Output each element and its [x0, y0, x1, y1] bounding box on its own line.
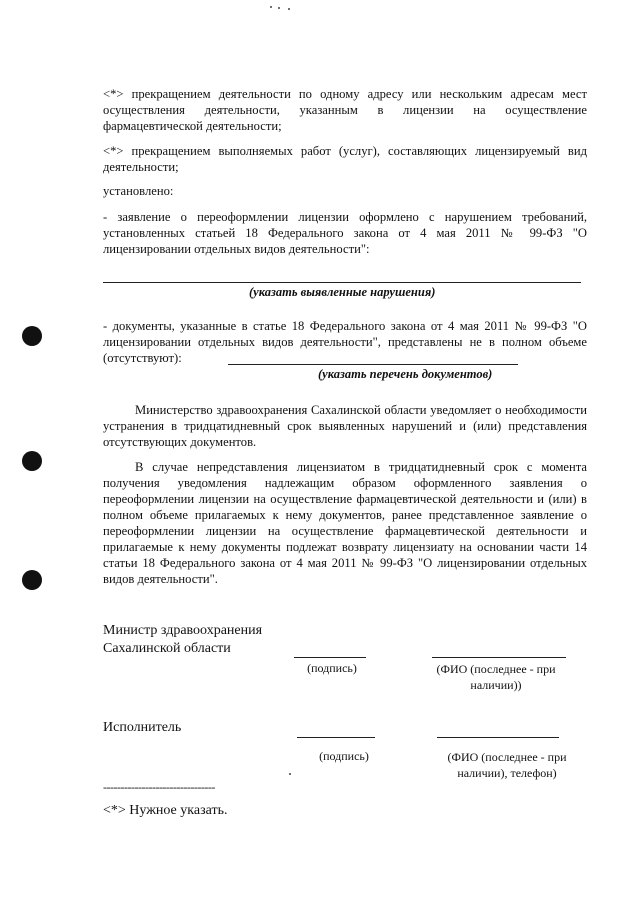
- minister-name-line: [432, 657, 566, 658]
- executor-signature-line: [297, 737, 375, 738]
- footnote-separator: --------------------------------: [103, 780, 215, 794]
- footnote-text: <*> Нужное указать.: [103, 803, 228, 818]
- caption-violations: (указать выявленные нарушения): [249, 285, 436, 299]
- paragraph-notice: Министерство здравоохранения Сахалинской области уведомляет о необходимости устранения в тридцатидневный срок выявленных нарушений и (или) представления отсутствующих документов.: [103, 403, 587, 449]
- paragraph-return-conditions: В случае непредставления лицензиатом в тридцатидневный срок с момента получения уведомления надлежащим образом оформленного заявления о переоформлении лицензии на осуществление фармацевтической деятельности и (или) в полном объеме прилагаемых к нему документов, ранее представленное заявление о переоформлении лицензии на осуществление фармацевтической деятельности и прилагаемые к нему документы подлежат возврату лицензиату на основании части 14 статьи 18 Федерального закона от 4 мая 2011 № 99-ФЗ "О лицензировании отдельных видов деятельности".: [103, 460, 587, 586]
- minister-region: Сахалинской области: [103, 641, 231, 656]
- executor-name-line: [437, 737, 559, 738]
- scan-speck: [278, 7, 280, 9]
- executor-signature-caption: (подпись): [319, 749, 369, 763]
- minister-title: Министр здравоохранения: [103, 623, 263, 638]
- minister-signature-line: [294, 657, 366, 658]
- punch-hole: [22, 451, 42, 471]
- paragraph-works-termination: <*> прекращением выполняемых работ (услуг), составляющих лицензируемый вид деятельности;: [103, 144, 587, 174]
- paragraph-address-termination: <*> прекращением деятельности по одному адресу или нескольким адресам мест осуществления деятельности, указанным в лицензии на осуществление фармацевтической деятельности;: [103, 87, 587, 133]
- executor-label: Исполнитель: [103, 720, 182, 735]
- paragraph-established: установлено:: [103, 184, 174, 198]
- executor-name-caption: (ФИО (последнее - при наличии), телефон): [447, 750, 567, 780]
- paragraph-missing-documents: - документы, указанные в статье 18 Федерального закона от 4 мая 2011 № 99-ФЗ "О лицензировании отдельных видов деятельности", представлены не в полном объеме (отсутствуют):: [103, 319, 587, 365]
- violations-fill-line: [103, 282, 581, 283]
- punch-hole: [22, 570, 42, 590]
- minister-name-caption: (ФИО (последнее - при наличии)): [436, 662, 556, 692]
- minister-signature-caption: (подпись): [307, 661, 357, 675]
- scan-speck: [270, 6, 272, 8]
- scan-speck: [289, 773, 291, 775]
- caption-documents: (указать перечень документов): [318, 367, 493, 381]
- scan-speck: [288, 8, 290, 10]
- punch-hole: [22, 326, 42, 346]
- documents-fill-line: [228, 364, 518, 365]
- paragraph-violations: - заявление о переоформлении лицензии оформлено с нарушением требований, установленных статьей 18 Федерального закона от 4 мая 2011 № 99-ФЗ "О лицензировании отдельных видов деятельности":: [103, 210, 587, 256]
